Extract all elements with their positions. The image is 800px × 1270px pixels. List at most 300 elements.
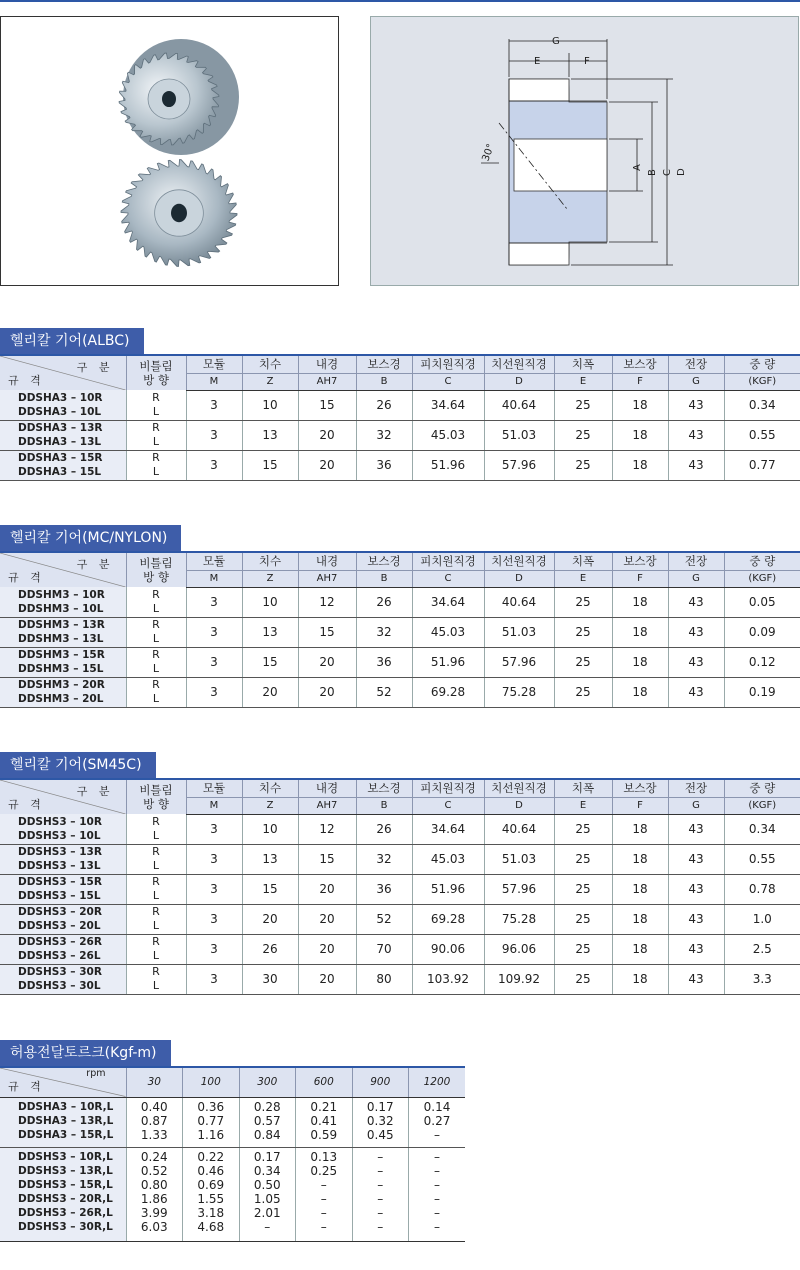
direction-cell	[126, 677, 186, 707]
torque-value: –	[377, 1191, 384, 1206]
model-l: DDSHS3 – 10L	[18, 829, 101, 842]
value-cell: 3.3	[724, 964, 800, 994]
gear-cross-section-drawing	[371, 17, 800, 287]
spec-label: 규 격	[8, 571, 45, 584]
value-cell: 10	[242, 587, 298, 617]
value-cell: 0.09	[724, 617, 800, 647]
torque-header-corner	[0, 1067, 126, 1097]
torque-model: DDSHS3 – 15R,L	[18, 1178, 113, 1191]
torque-value: 0.34	[253, 1163, 281, 1178]
value-cell: 10	[242, 814, 298, 844]
direction-l: L	[152, 692, 160, 705]
model-r: DDSHS3 – 26R	[18, 936, 102, 948]
torque-value-column	[296, 1147, 353, 1241]
direction-r: R	[152, 845, 160, 858]
torque-value: 0.13	[310, 1149, 338, 1164]
value-cell: 25	[554, 934, 612, 964]
dim-label-c: C	[662, 169, 673, 176]
value-cell: 3	[186, 420, 242, 450]
torque-value: –	[434, 1127, 440, 1142]
value-cell: 25	[554, 844, 612, 874]
torque-value: 0.21	[310, 1099, 338, 1114]
column-header: 보스장	[612, 552, 668, 570]
column-subheader: (KGF)	[724, 570, 800, 587]
value-cell: 103.92	[412, 964, 484, 994]
torque-value-column	[239, 1147, 296, 1241]
direction-r: R	[152, 618, 160, 631]
value-cell: 3	[186, 844, 242, 874]
value-cell: 51.96	[412, 647, 484, 677]
column-subheader: C	[412, 373, 484, 390]
value-cell: 15	[298, 390, 356, 420]
torque-value: 0.25	[310, 1163, 338, 1178]
value-cell: 34.64	[412, 814, 484, 844]
column-subheader: C	[412, 570, 484, 587]
dim-label-e: E	[534, 56, 541, 67]
value-cell: 52	[356, 904, 412, 934]
torque-group-sm45c	[0, 1147, 465, 1241]
section-title: 헬리칼 기어(SM45C)	[0, 752, 156, 778]
value-cell: 13	[242, 420, 298, 450]
torque-model: DDSHS3 – 13R,L	[18, 1164, 113, 1177]
model-r: DDSHS3 – 10R	[18, 815, 102, 828]
direction-cell	[126, 934, 186, 964]
value-cell: 0.34	[724, 814, 800, 844]
value-cell: 20	[242, 677, 298, 707]
model-r: DDSHS3 – 15R	[18, 876, 102, 888]
model-l: DDSHS3 – 13L	[18, 860, 101, 872]
value-cell: 34.64	[412, 390, 484, 420]
value-cell: 32	[356, 844, 412, 874]
torque-value: 0.69	[197, 1177, 225, 1192]
table-row	[0, 677, 800, 707]
value-cell: 12	[298, 814, 356, 844]
direction-r: R	[152, 814, 160, 828]
value-cell: 15	[242, 647, 298, 677]
torque-value: 0.57	[253, 1113, 281, 1128]
model-r: DDSHA3 – 10R	[18, 391, 103, 404]
value-cell: 25	[554, 390, 612, 420]
torque-value: –	[377, 1163, 384, 1178]
table-row	[0, 420, 800, 450]
torque-value: 0.41	[310, 1113, 338, 1128]
column-header: 치폭	[554, 552, 612, 570]
value-cell: 52	[356, 677, 412, 707]
value-cell: 25	[554, 647, 612, 677]
direction-cell	[126, 904, 186, 934]
torque-value: 0.50	[253, 1177, 281, 1192]
direction-header-line: 비틀림	[139, 359, 173, 373]
value-cell: 0.12	[724, 647, 800, 677]
section-title: 헬리칼 기어(MC/NYLON)	[0, 525, 181, 551]
value-cell: 75.28	[484, 677, 554, 707]
model-l: DDSHS3 – 26L	[18, 950, 101, 962]
value-cell: 3	[186, 450, 242, 480]
torque-value: –	[320, 1177, 327, 1192]
direction-header-line: 비틀림	[139, 556, 173, 570]
direction-l: L	[152, 919, 160, 932]
column-subheader: Z	[242, 373, 298, 390]
value-cell: 32	[356, 617, 412, 647]
value-cell: 40.64	[484, 587, 554, 617]
value-cell: 43	[668, 450, 724, 480]
value-cell: 25	[554, 814, 612, 844]
direction-header-line: 방 향	[143, 797, 169, 811]
value-cell: 45.03	[412, 617, 484, 647]
value-cell: 3	[186, 874, 242, 904]
model-cell	[0, 964, 126, 994]
model-cell	[0, 844, 126, 874]
value-cell: 0.77	[724, 450, 800, 480]
value-cell: 18	[612, 617, 668, 647]
direction-header	[126, 552, 186, 587]
value-cell: 36	[356, 647, 412, 677]
direction-r: R	[152, 421, 160, 434]
column-subheader: D	[484, 373, 554, 390]
value-cell: 18	[612, 420, 668, 450]
rpm-label: rpm	[86, 1068, 106, 1079]
torque-value-column	[409, 1097, 466, 1147]
table-row	[0, 617, 800, 647]
direction-l: L	[152, 979, 160, 992]
column-header: 보스장	[612, 355, 668, 373]
spec-label: 규 격	[8, 798, 45, 811]
torque-value-column	[183, 1097, 240, 1147]
gear-shape	[121, 160, 237, 267]
value-cell: 25	[554, 677, 612, 707]
torque-value: 0.36	[197, 1099, 225, 1114]
direction-cell	[126, 844, 186, 874]
table-row	[0, 647, 800, 677]
value-cell: 25	[554, 964, 612, 994]
spec-section	[0, 525, 800, 708]
model-cell	[0, 450, 126, 480]
value-cell: 43	[668, 814, 724, 844]
torque-value: 0.46	[197, 1163, 225, 1178]
value-cell: 90.06	[412, 934, 484, 964]
dim-label-angle: 30°	[480, 142, 497, 163]
torque-value: 0.24	[140, 1149, 168, 1164]
direction-cell	[126, 647, 186, 677]
column-subheader: B	[356, 797, 412, 814]
direction-l: L	[152, 632, 160, 645]
value-cell: 15	[242, 450, 298, 480]
helical-gear-image	[1, 17, 340, 287]
column-header: 전장	[668, 552, 724, 570]
model-cell	[0, 874, 126, 904]
value-cell: 69.28	[412, 677, 484, 707]
value-cell: 3	[186, 964, 242, 994]
top-rule	[0, 0, 800, 2]
torque-value: –	[320, 1205, 327, 1220]
column-subheader: E	[554, 570, 612, 587]
torque-model-list	[0, 1097, 126, 1147]
model-r: DDSHM3 – 15R	[18, 649, 105, 661]
table-row	[0, 844, 800, 874]
value-cell: 18	[612, 934, 668, 964]
value-cell: 18	[612, 450, 668, 480]
model-cell	[0, 904, 126, 934]
value-cell: 2.5	[724, 934, 800, 964]
value-cell: 51.03	[484, 420, 554, 450]
column-subheader: G	[668, 797, 724, 814]
table-row	[0, 814, 800, 844]
torque-value-column	[126, 1097, 183, 1147]
table-row	[0, 874, 800, 904]
column-subheader: Z	[242, 797, 298, 814]
direction-r: R	[152, 905, 160, 918]
value-cell: 18	[612, 647, 668, 677]
torque-value: 1.33	[140, 1127, 168, 1142]
column-subheader: F	[612, 373, 668, 390]
value-cell: 18	[612, 390, 668, 420]
spec-label: 규 격	[8, 374, 45, 387]
torque-value: 1.86	[140, 1191, 168, 1206]
column-header: 피치원직경	[412, 779, 484, 797]
column-header: 치폭	[554, 779, 612, 797]
table-row	[0, 587, 800, 617]
direction-header-line: 방 향	[143, 373, 169, 387]
value-cell: 0.19	[724, 677, 800, 707]
direction-cell	[126, 450, 186, 480]
column-subheader: F	[612, 797, 668, 814]
column-header: 내경	[298, 552, 356, 570]
direction-cell	[126, 420, 186, 450]
column-header: 보스장	[612, 779, 668, 797]
model-l: DDSHS3 – 15L	[18, 890, 101, 902]
value-cell: 3	[186, 677, 242, 707]
direction-header	[126, 779, 186, 814]
model-cell	[0, 814, 126, 844]
torque-value-column	[126, 1147, 183, 1241]
value-cell: 3	[186, 647, 242, 677]
value-cell: 12	[298, 587, 356, 617]
model-l: DDSHS3 – 20L	[18, 920, 101, 932]
value-cell: 51.96	[412, 874, 484, 904]
column-header: 모듈	[186, 779, 242, 797]
torque-value-column	[296, 1097, 353, 1147]
column-header: 치수	[242, 552, 298, 570]
direction-l: L	[152, 828, 160, 842]
table-row	[0, 964, 800, 994]
dim-label-d: D	[676, 168, 687, 176]
product-photo	[0, 16, 339, 286]
rpm-col: 900	[352, 1067, 409, 1097]
model-r: DDSHM3 – 20R	[18, 679, 105, 691]
value-cell: 32	[356, 420, 412, 450]
value-cell: 26	[356, 587, 412, 617]
column-subheader: AH7	[298, 373, 356, 390]
torque-value: 0.17	[253, 1149, 281, 1164]
column-subheader: AH7	[298, 570, 356, 587]
header-corner	[0, 779, 126, 814]
torque-title: 허용전달토르크(Kgf-m)	[0, 1040, 171, 1066]
direction-r: R	[152, 648, 160, 661]
value-cell: 25	[554, 874, 612, 904]
torque-value: 0.84	[253, 1127, 281, 1142]
value-cell: 96.06	[484, 934, 554, 964]
value-cell: 43	[668, 617, 724, 647]
spec-table	[0, 551, 800, 708]
column-header: 전장	[668, 355, 724, 373]
category-label: 구 분	[76, 361, 114, 374]
torque-value: –	[320, 1191, 327, 1206]
column-header: 보스경	[356, 355, 412, 373]
value-cell: 18	[612, 904, 668, 934]
model-cell	[0, 647, 126, 677]
column-subheader: D	[484, 797, 554, 814]
model-r: DDSHS3 – 30R	[18, 966, 102, 978]
value-cell: 13	[242, 844, 298, 874]
torque-value: –	[434, 1219, 440, 1234]
value-cell: 43	[668, 874, 724, 904]
torque-model: DDSHS3 – 20R,L	[18, 1192, 113, 1205]
torque-value-column	[352, 1147, 409, 1241]
torque-value: –	[434, 1205, 440, 1220]
section-title: 헬리칼 기어(ALBC)	[0, 328, 144, 354]
torque-value: –	[377, 1205, 384, 1220]
torque-model: DDSHA3 – 13R,L	[18, 1114, 114, 1127]
value-cell: 20	[298, 904, 356, 934]
value-cell: 18	[612, 814, 668, 844]
table-row	[0, 904, 800, 934]
model-r: DDSHM3 – 10R	[18, 588, 105, 601]
header-corner	[0, 552, 126, 587]
value-cell: 3	[186, 934, 242, 964]
column-subheader: AH7	[298, 797, 356, 814]
torque-value: –	[434, 1163, 440, 1178]
model-cell	[0, 587, 126, 617]
value-cell: 0.78	[724, 874, 800, 904]
value-cell: 43	[668, 647, 724, 677]
model-cell	[0, 934, 126, 964]
value-cell: 20	[298, 450, 356, 480]
value-cell: 30	[242, 964, 298, 994]
column-subheader: M	[186, 570, 242, 587]
value-cell: 43	[668, 420, 724, 450]
value-cell: 75.28	[484, 904, 554, 934]
spec-section	[0, 752, 800, 995]
direction-r: R	[152, 451, 160, 464]
torque-value: 6.03	[140, 1219, 168, 1234]
table-row	[0, 390, 800, 420]
column-subheader: (KGF)	[724, 797, 800, 814]
torque-value: 0.40	[140, 1099, 168, 1114]
direction-r: R	[152, 965, 160, 978]
value-cell: 80	[356, 964, 412, 994]
value-cell: 43	[668, 677, 724, 707]
value-cell: 57.96	[484, 647, 554, 677]
torque-value: –	[434, 1191, 440, 1206]
value-cell: 20	[242, 904, 298, 934]
column-header: 치선원직경	[484, 552, 554, 570]
torque-value: 4.68	[197, 1219, 225, 1234]
torque-value: 1.16	[197, 1127, 225, 1142]
direction-header	[126, 355, 186, 390]
value-cell: 51.96	[412, 450, 484, 480]
value-cell: 40.64	[484, 814, 554, 844]
torque-value: 0.28	[253, 1099, 281, 1114]
header-corner	[0, 355, 126, 390]
column-subheader: M	[186, 373, 242, 390]
column-header: 치수	[242, 355, 298, 373]
value-cell: 0.34	[724, 390, 800, 420]
torque-value: –	[377, 1177, 384, 1192]
direction-l: L	[152, 465, 160, 478]
column-subheader: C	[412, 797, 484, 814]
value-cell: 3	[186, 814, 242, 844]
value-cell: 25	[554, 587, 612, 617]
column-subheader: B	[356, 570, 412, 587]
value-cell: 43	[668, 587, 724, 617]
value-cell: 10	[242, 390, 298, 420]
value-cell: 109.92	[484, 964, 554, 994]
value-cell: 25	[554, 904, 612, 934]
value-cell: 45.03	[412, 844, 484, 874]
model-l: DDSHA3 – 15L	[18, 466, 102, 478]
value-cell: 34.64	[412, 587, 484, 617]
model-l: DDSHS3 – 30L	[18, 980, 101, 992]
direction-r: R	[152, 935, 160, 948]
value-cell: 20	[298, 874, 356, 904]
torque-model: DDSHA3 – 10R,L	[18, 1100, 114, 1113]
value-cell: 20	[298, 420, 356, 450]
value-cell: 20	[298, 964, 356, 994]
torque-model-list	[0, 1147, 126, 1241]
model-cell	[0, 390, 126, 420]
value-cell: 13	[242, 617, 298, 647]
table-row	[0, 450, 800, 480]
spec-label: 규 격	[8, 1079, 45, 1093]
value-cell: 20	[298, 647, 356, 677]
direction-cell	[126, 964, 186, 994]
torque-value: –	[434, 1149, 440, 1164]
column-header: 치수	[242, 779, 298, 797]
model-r: DDSHM3 – 13R	[18, 619, 105, 631]
table-row	[0, 934, 800, 964]
value-cell: 26	[356, 814, 412, 844]
column-header: 중 량	[724, 355, 800, 373]
value-cell: 20	[298, 677, 356, 707]
column-header: 치선원직경	[484, 779, 554, 797]
value-cell: 25	[554, 617, 612, 647]
column-header: 내경	[298, 779, 356, 797]
model-cell	[0, 420, 126, 450]
value-cell: 26	[242, 934, 298, 964]
direction-l: L	[152, 435, 160, 448]
rpm-col: 100	[183, 1067, 240, 1097]
model-cell	[0, 617, 126, 647]
torque-value: 0.80	[140, 1177, 168, 1192]
direction-header-line: 방 향	[143, 570, 169, 584]
torque-value-column	[239, 1097, 296, 1147]
column-header: 모듈	[186, 552, 242, 570]
direction-l: L	[152, 859, 160, 872]
torque-value: 1.55	[197, 1191, 225, 1206]
model-l: DDSHM3 – 20L	[18, 693, 104, 705]
torque-model: DDSHS3 – 30R,L	[18, 1220, 113, 1233]
model-l: DDSHM3 – 15L	[18, 663, 104, 675]
value-cell: 43	[668, 390, 724, 420]
value-cell: 0.05	[724, 587, 800, 617]
rpm-col: 300	[239, 1067, 296, 1097]
dimension-diagram	[370, 16, 799, 286]
torque-value-column	[183, 1147, 240, 1241]
value-cell: 51.03	[484, 844, 554, 874]
value-cell: 18	[612, 844, 668, 874]
torque-value: 3.18	[197, 1205, 225, 1220]
direction-header-line: 비틀림	[139, 783, 173, 797]
